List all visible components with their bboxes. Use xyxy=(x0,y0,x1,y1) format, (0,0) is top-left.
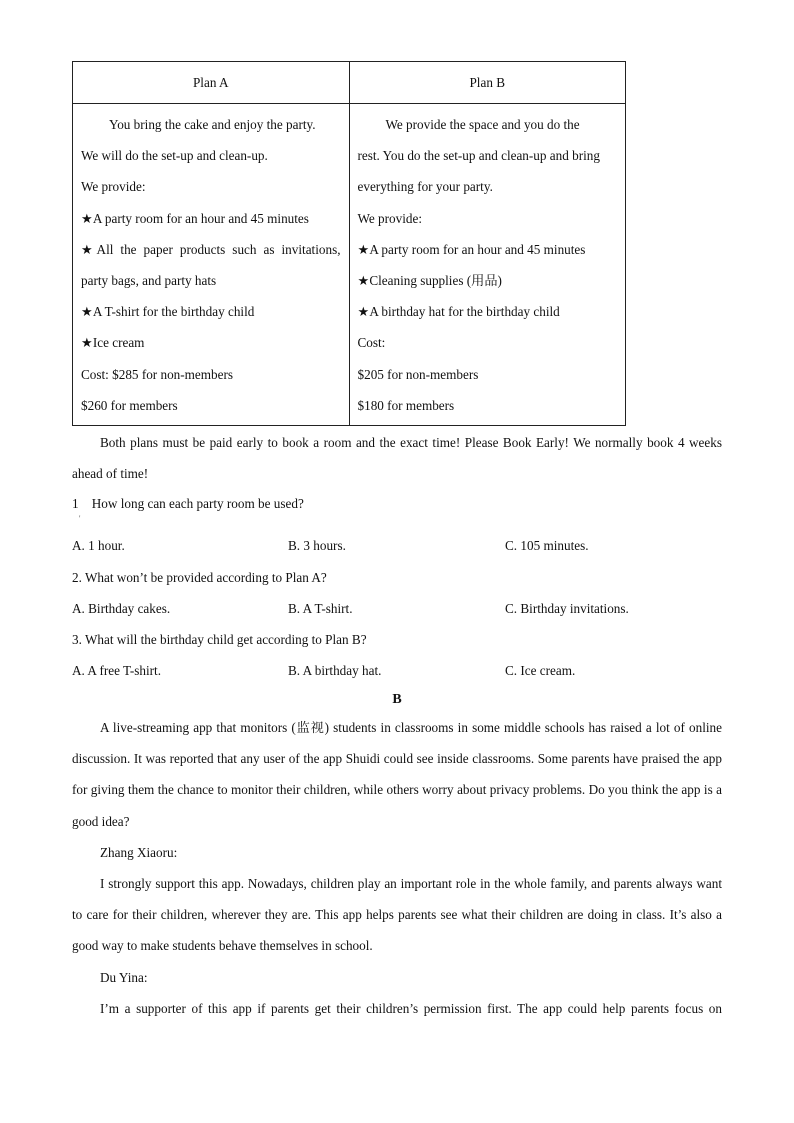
plan-a-line: ★All the paper products such as invitations, xyxy=(81,241,341,257)
question-2-option-c: C. Birthday invitations. xyxy=(505,601,629,616)
plan-b-header: Plan B xyxy=(349,62,626,104)
question-2-option-a: A. Birthday cakes. xyxy=(72,601,171,616)
question-1: 1 How long can each party room be used? xyxy=(72,496,304,511)
question-1-option-b: B. 3 hours. xyxy=(288,538,346,553)
table-body-row xyxy=(73,104,626,426)
plan-a-line: ★Ice cream xyxy=(81,335,145,351)
plan-b-line: We provide: xyxy=(357,210,422,226)
plan-b-line: We provide the space and you do the xyxy=(385,117,580,132)
plan-b-line: everything for your party. xyxy=(357,179,493,195)
speaker-name: Du Yina: xyxy=(100,970,148,985)
plan-a-line: ★A T-shirt for the birthday child xyxy=(81,304,255,320)
question-3-option-b: B. A birthday hat. xyxy=(288,663,382,678)
question-2-option-b: B. A T-shirt. xyxy=(288,601,353,616)
plan-a-cell xyxy=(73,104,350,426)
plan-a-line: Cost: $285 for non-members xyxy=(81,366,234,382)
stray-mark: ' xyxy=(79,514,81,523)
plan-a-line: ★A party room for an hour and 45 minutes xyxy=(81,210,309,226)
speaker-opinion: I’m a supporter of this app if parents get their children’s permission first. The app could help parents focus on xyxy=(100,1001,722,1016)
plan-b-line: Cost: xyxy=(357,335,386,351)
question-3-option-c: C. Ice cream. xyxy=(505,663,576,678)
plan-b-line: rest. You do the set-up and clean-up and bring xyxy=(357,148,600,164)
section-b-intro: A live-streaming app that monitors (监视) students in classrooms in some middle schools has raised a lot of online discussion. It was reported that any user of the app Shuidi could see inside classrooms. Some parents have praised the app for giving them the chance to monitor their children, while others worry about privacy problems. Do you think the app is a good idea? xyxy=(72,720,722,829)
plan-b-line: ★A party room for an hour and 45 minutes xyxy=(357,241,586,257)
question-1-option-c: C. 105 minutes. xyxy=(505,538,589,553)
plan-a-line: We will do the set-up and clean-up. xyxy=(81,148,268,164)
question-3-option-a: A. A free T-shirt. xyxy=(72,663,162,678)
plan-b-line: ★Cleaning supplies (用品) xyxy=(357,273,502,289)
speaker-opinion: I strongly support this app. Nowadays, children play an important role in the whole family, and parents always want to care for their children, wherever they are. This app helps parents see what their children are doing in class. It’s also a good way to make students behave themselves in school. xyxy=(72,876,722,954)
question-2: 2. What won’t be provided according to Plan A? xyxy=(72,570,327,585)
plan-a-line: party bags, and party hats xyxy=(81,273,217,289)
plan-b-line: $180 for members xyxy=(357,397,455,413)
speaker-name: Zhang Xiaoru: xyxy=(100,845,178,860)
plan-a-line: $260 for members xyxy=(81,397,178,413)
plan-a-line: You bring the cake and enjoy the party. xyxy=(109,117,316,132)
plan-b-cell xyxy=(349,104,626,426)
plan-b-line: ★A birthday hat for the birthday child xyxy=(357,304,560,320)
question-1-option-a: A. 1 hour. xyxy=(72,538,125,553)
plans-table xyxy=(72,61,626,426)
booking-note: Both plans must be paid early to book a room and the exact time! Please Book Early! We normally book 4 weeks ahead of time! xyxy=(72,435,722,482)
question-3: 3. What will the birthday child get according to Plan B? xyxy=(72,632,367,647)
section-heading: B xyxy=(392,692,402,707)
table-header-row xyxy=(73,62,626,104)
plan-a-header: Plan A xyxy=(73,62,350,104)
plan-a-line: We provide: xyxy=(81,179,146,195)
plan-b-line: $205 for non-members xyxy=(357,366,479,382)
